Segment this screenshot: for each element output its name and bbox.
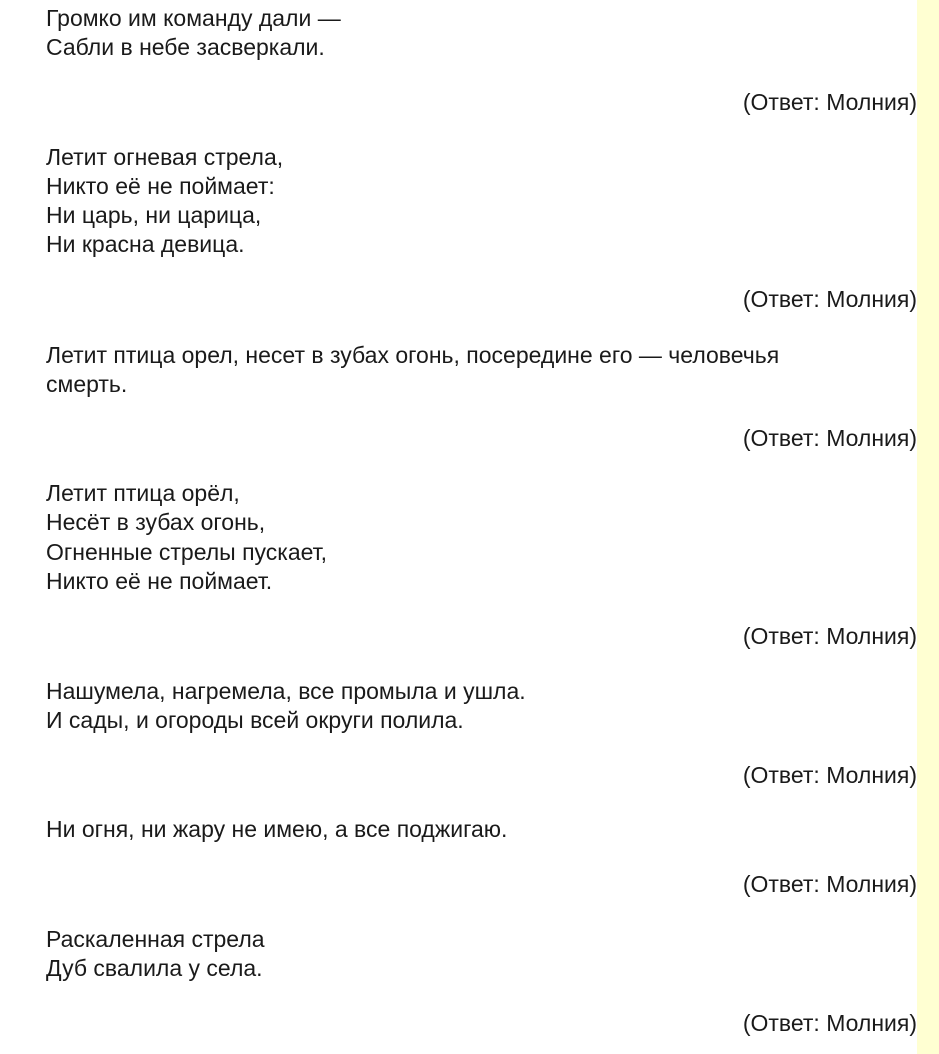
riddle-line: Нашумела, нагремела, все промыла и ушла.: [46, 678, 526, 704]
riddle-answer: (Ответ: Молния): [742, 89, 917, 115]
riddle-answer: (Ответ: Молния): [742, 762, 917, 788]
riddle-line: Громко им команду дали —: [46, 5, 341, 31]
riddle-line: Дуб свалила у села.: [46, 955, 263, 981]
riddle-answer: (Ответ: Молния): [742, 871, 917, 897]
riddle-line: Летит птица орел, несет в зубах огонь, посередине его — человечья: [46, 342, 780, 368]
riddle-line: Сабли в небе засверкали.: [46, 34, 325, 60]
riddle-line: Летит птица орёл,: [46, 480, 240, 506]
riddle-line: Ни красна девица.: [46, 231, 245, 257]
riddle-answer: (Ответ: Молния): [742, 1010, 917, 1036]
riddle-line: Никто её не поймает:: [46, 173, 275, 199]
riddle-line: Летит огневая стрела,: [46, 144, 284, 170]
riddle-line: Ни огня, ни жару не имею, а все поджигаю.: [46, 816, 508, 842]
riddle-line: Никто её не поймает.: [46, 568, 273, 594]
riddle-line: Несёт в зубах огонь,: [46, 509, 266, 535]
riddle-answer: (Ответ: Молния): [742, 425, 917, 451]
riddle-answer: (Ответ: Молния): [742, 286, 917, 312]
riddle-answer: (Ответ: Молния): [742, 623, 917, 649]
riddle-line: смерть.: [46, 371, 128, 397]
riddle-line: Огненные стрелы пускает,: [46, 539, 328, 565]
riddle-line: Ни царь, ни царица,: [46, 202, 262, 228]
riddle-line: Раскаленная стрела: [46, 926, 265, 952]
riddle-line: И сады, и огороды всей округи полила.: [46, 707, 464, 733]
